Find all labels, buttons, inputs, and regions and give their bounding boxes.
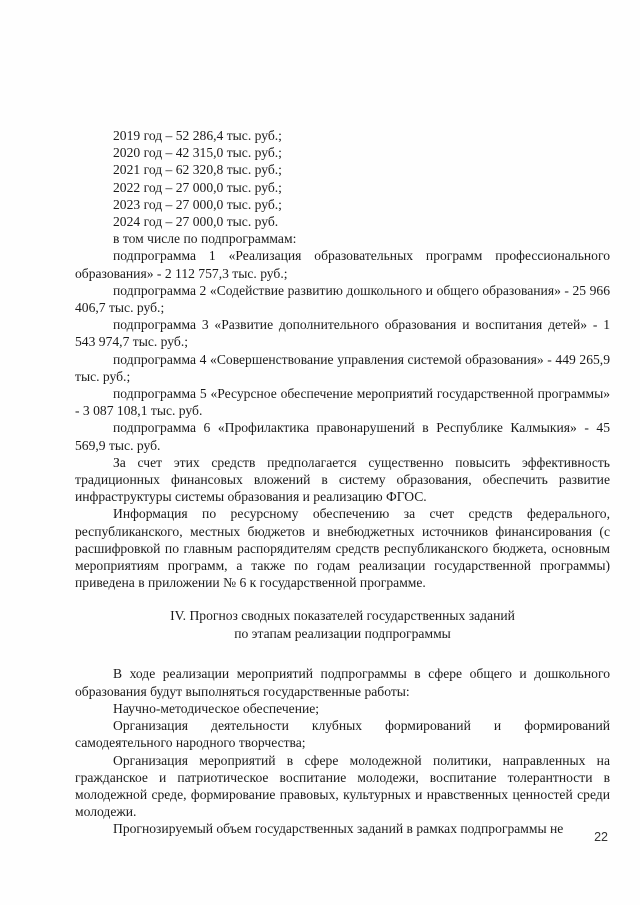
paragraph-forecast: Прогнозируемый объем государственных заданий в рамках подпрограммы не bbox=[113, 821, 564, 837]
section-heading-line: IV. Прогноз сводных показателей государственных заданий bbox=[170, 608, 515, 624]
section-heading-line: по этапам реализации подпрограммы bbox=[234, 626, 451, 642]
paragraph-works-intro: В ходе реализации мероприятий подпрограммы в сфере общего и дошкольного образования будут выполняться государственные работы: bbox=[75, 666, 610, 699]
page-number: 22 bbox=[594, 830, 608, 844]
funding-year-line: 2022 год – 27 000,0 тыс. руб.; bbox=[113, 179, 282, 195]
subprogram-item: подпрограмма 1 «Реализация образовательных программ профессионального образования» - 2 112 757,3 тыс. руб.; bbox=[75, 248, 610, 281]
subprogram-item: подпрограмма 3 «Развитие дополнительного образования и воспитания детей» - 1 543 974,7 тыс. руб.; bbox=[75, 317, 610, 350]
work-item: Научно-методическое обеспечение; bbox=[113, 700, 320, 716]
funding-year-line: 2023 год – 27 000,0 тыс. руб.; bbox=[113, 196, 282, 212]
subprogram-item: подпрограмма 2 «Содействие развитию дошкольного и общего образования» - 25 966 406,7 тыс. руб.; bbox=[75, 282, 610, 316]
work-item: Организация деятельности клубных формирований и формирований самодеятельного народного творчества; bbox=[75, 718, 610, 751]
funding-year-line: 2024 год – 27 000,0 тыс. руб. bbox=[113, 214, 279, 230]
paragraph-resource-info: Информация по ресурсному обеспечению за счет средств федерального, республиканского, местных бюджетов и внебюджетных источников финансирования (с расшифровкой по главным распорядителям средств республиканского бюджета, основным мероприятиям программ, а также по годам реализации государственной программы) приведена в приложении № 6 к государственной программе. bbox=[75, 506, 610, 591]
page-body bbox=[75, 127, 610, 838]
subprogram-item: подпрограмма 6 «Профилактика правонарушений в Республике Калмыкия» - 45 569,9 тыс. руб. bbox=[75, 420, 610, 453]
funding-year-line: 2021 год – 62 320,8 тыс. руб.; bbox=[113, 162, 282, 178]
funding-years-list bbox=[75, 127, 610, 230]
funding-year-line: 2020 год – 42 315,0 тыс. руб.; bbox=[113, 145, 282, 161]
spacer bbox=[75, 643, 610, 665]
section-heading bbox=[75, 607, 610, 643]
paragraph-effect: За счет этих средств предполагается существенно повысить эффективность традиционных финансовых вложений в систему образования, обеспечить развитие инфраструктуры системы образования и реализацию ФГОС. bbox=[75, 454, 610, 505]
subprograms-list bbox=[75, 247, 610, 453]
subprogram-item: подпрограмма 4 «Совершенствование управления системой образования» - 449 265,9 тыс. руб.; bbox=[75, 351, 610, 384]
work-item: Организация мероприятий в сфере молодежной политики, направленных на гражданское и патриотическое воспитание молодежи, воспитание толерантности в молодежной среде, формирование правовых, культурных и нравственных ценностей среди молодежи. bbox=[75, 752, 610, 820]
subprograms-intro: в том числе по подпрограммам: bbox=[113, 231, 297, 247]
subprogram-item: подпрограмма 5 «Ресурсное обеспечение мероприятий государственной программы» - 3 087 108,1 тыс. руб. bbox=[75, 386, 610, 419]
funding-year-line: 2019 год – 52 286,4 тыс. руб.; bbox=[113, 128, 282, 143]
